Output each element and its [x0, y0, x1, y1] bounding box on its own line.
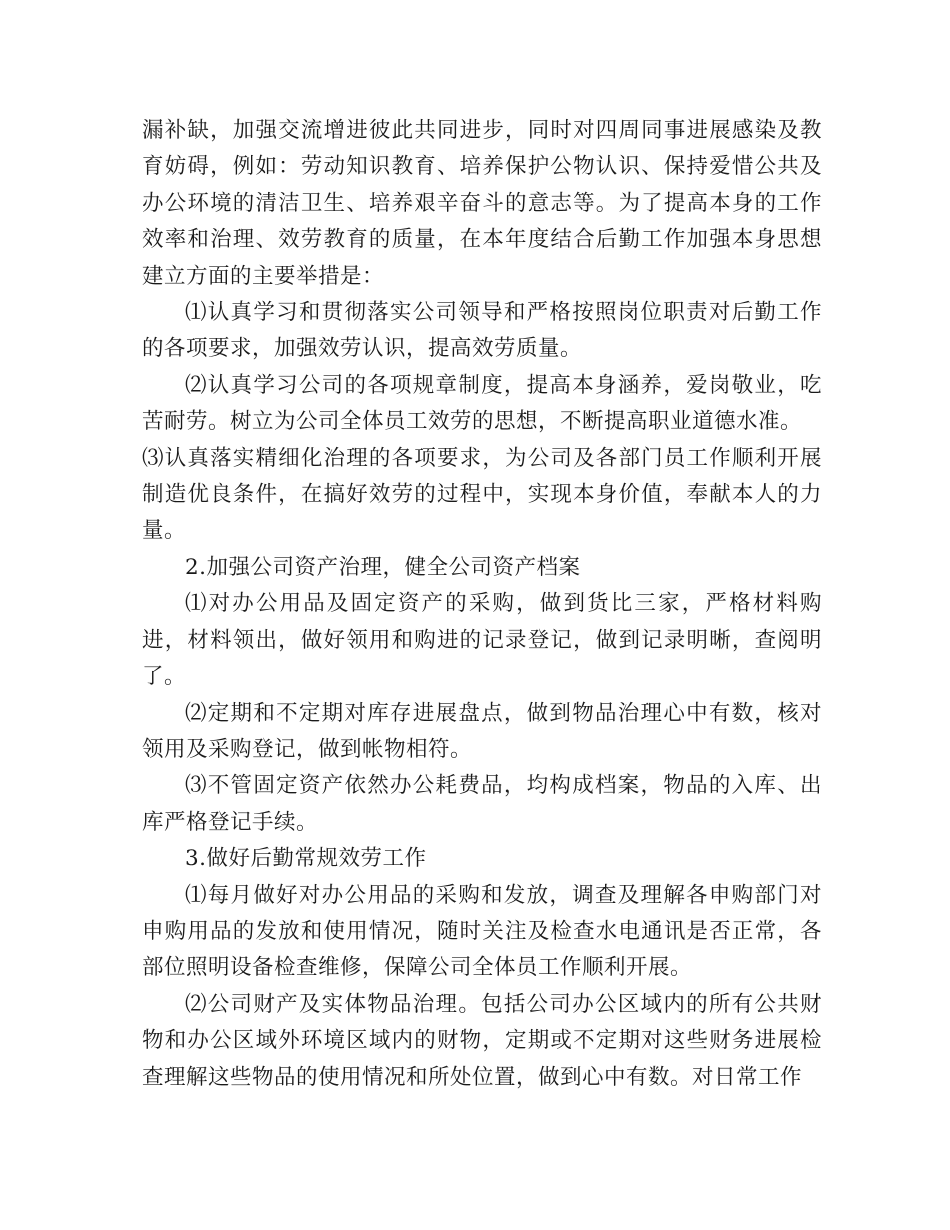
- section-heading-3: 3.做好后勤常规效劳工作: [185, 846, 427, 872]
- paragraph-asset-2: ⑵定期和不定期对库存进展盘点，做到物品治理心中有数，核对领用及采购登记，做到帐物相符。: [142, 700, 822, 762]
- paragraph-continued: 漏补缺，加强交流增进彼此共同进步，同时对四周同事进展感染及教育妨碍，例如：劳动知识教育、培养保护公物认识、保持爱惜公共及办公环境的清洁卫生、培养艰辛奋斗的意志等。为了提高本身的工作效率和治理、效劳教育的质量，在本年度结合后勤工作加强本身思想建立方面的主要举措是：: [142, 118, 822, 289]
- paragraph-service-1: ⑴每月做好对办公用品的采购和发放，调查及理解各申购部门对申购用品的发放和使用情况，随时关注及检查水电通讯是否正常，各部位照明设备检查维修，保障公司全体员工作顺利开展。: [142, 882, 822, 981]
- paragraph-service-2: ⑵公司财产及实体物品治理。包括公司办公区域内的所有公共财物和办公区域外环境区域内的财物，定期或不定期对这些财务进展检查理解这些物品的使用情况和所处位置，做到心中有数。对日常工作: [142, 991, 822, 1090]
- paragraph-item-2: ⑵认真学习公司的各项规章制度，提高本身涵养，爱岗敬业，吃苦耐劳。树立为公司全体员工效劳的思想，不断提高职业道德水准。: [142, 372, 822, 435]
- paragraph-asset-1: ⑴对办公用品及固定资产的采购，做到货比三家，严格材料购进，材料领出，做好领用和购进的记录登记，做到记录明晰，查阅明了。: [142, 591, 822, 690]
- paragraph-asset-3: ⑶不管固定资产依然办公耗费品，均构成档案，物品的入库、出库严格登记手续。: [142, 773, 822, 835]
- section-heading-2: 2.加强公司资产治理，健全公司资产档案: [185, 554, 581, 580]
- document-body: [142, 113, 822, 1096]
- paragraph-item-1: ⑴认真学习和贯彻落实公司领导和严格按照岗位职责对后勤工作的各项要求，加强效劳认识，提高效劳质量。: [142, 300, 822, 362]
- paragraph-item-3: ⑶认真落实精细化治理的各项要求，为公司及各部门员工作顺利开展制造优良条件，在搞好效劳的过程中，实现本身价值，奉献本人的力量。: [142, 445, 822, 544]
